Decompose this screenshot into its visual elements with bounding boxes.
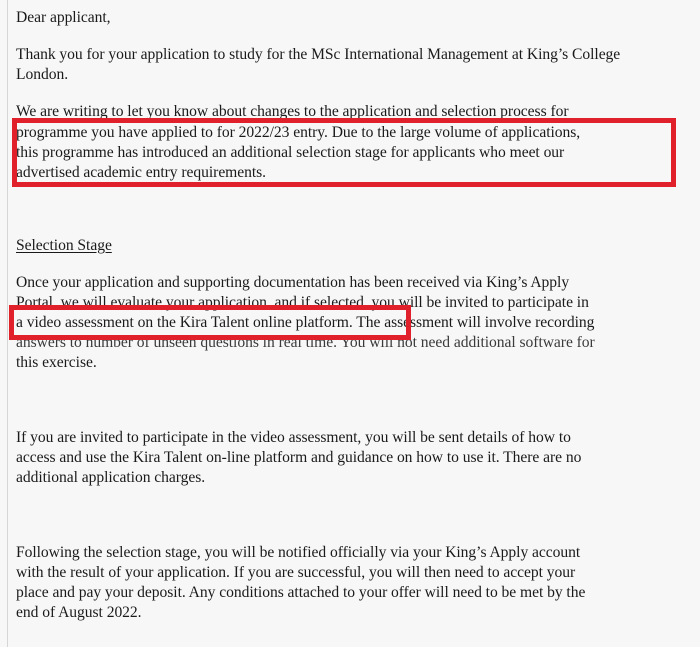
para5-line-1: Following the selection stage, you will be notified officially via your King’s Apply account [16, 544, 581, 561]
para5-line-2: with the result of your application. If you are successful, you will then need to accept your [16, 564, 576, 581]
para4-line-2: access and use the Kira Talent on-line platform and guidance on how to use it. There are no [16, 449, 582, 466]
para2-line-3: this programme has introduced an additional selection stage for applicants who meet our [16, 144, 565, 161]
page-edge-divider [7, 0, 8, 647]
para5-line-3: place and pay your deposit. Any conditions attached to your offer will need to be met by the [16, 584, 586, 601]
para1-line-1: Thank you for your application to study for the MSc International Management at King’s College [16, 46, 621, 63]
section-heading: Selection Stage [16, 237, 112, 254]
para3-line-3: a video assessment on the Kira Talent online platform. The assessment will involve recording [16, 314, 595, 331]
para4-line-3: additional application charges. [16, 469, 206, 486]
para2-line-2: programme you have applied to for 2022/23 entry. Due to the large volume of applications, [16, 124, 581, 141]
para5-line-4: end of August 2022. [16, 604, 142, 621]
para3-line-5: this exercise. [16, 354, 97, 371]
para3-line-4: answers to number of unseen questions in real time. You will not need additional software for [16, 334, 595, 351]
para3-line-2: Portal, we will evaluate your application, and if selected, you will be invited to participate in [16, 294, 589, 311]
para3-line-1: Once your application and supporting documentation has been received via King’s Apply [16, 274, 570, 291]
para2-line-4: advertised academic entry requirements. [16, 164, 267, 181]
para2-line-1: We are writing to let you know about changes to the application and selection process for [16, 103, 569, 120]
para4-line-1: If you are invited to participate in the video assessment, you will be sent details of how to [16, 429, 571, 446]
salutation: Dear applicant, [16, 9, 111, 26]
para1-line-2: London. [16, 66, 69, 83]
